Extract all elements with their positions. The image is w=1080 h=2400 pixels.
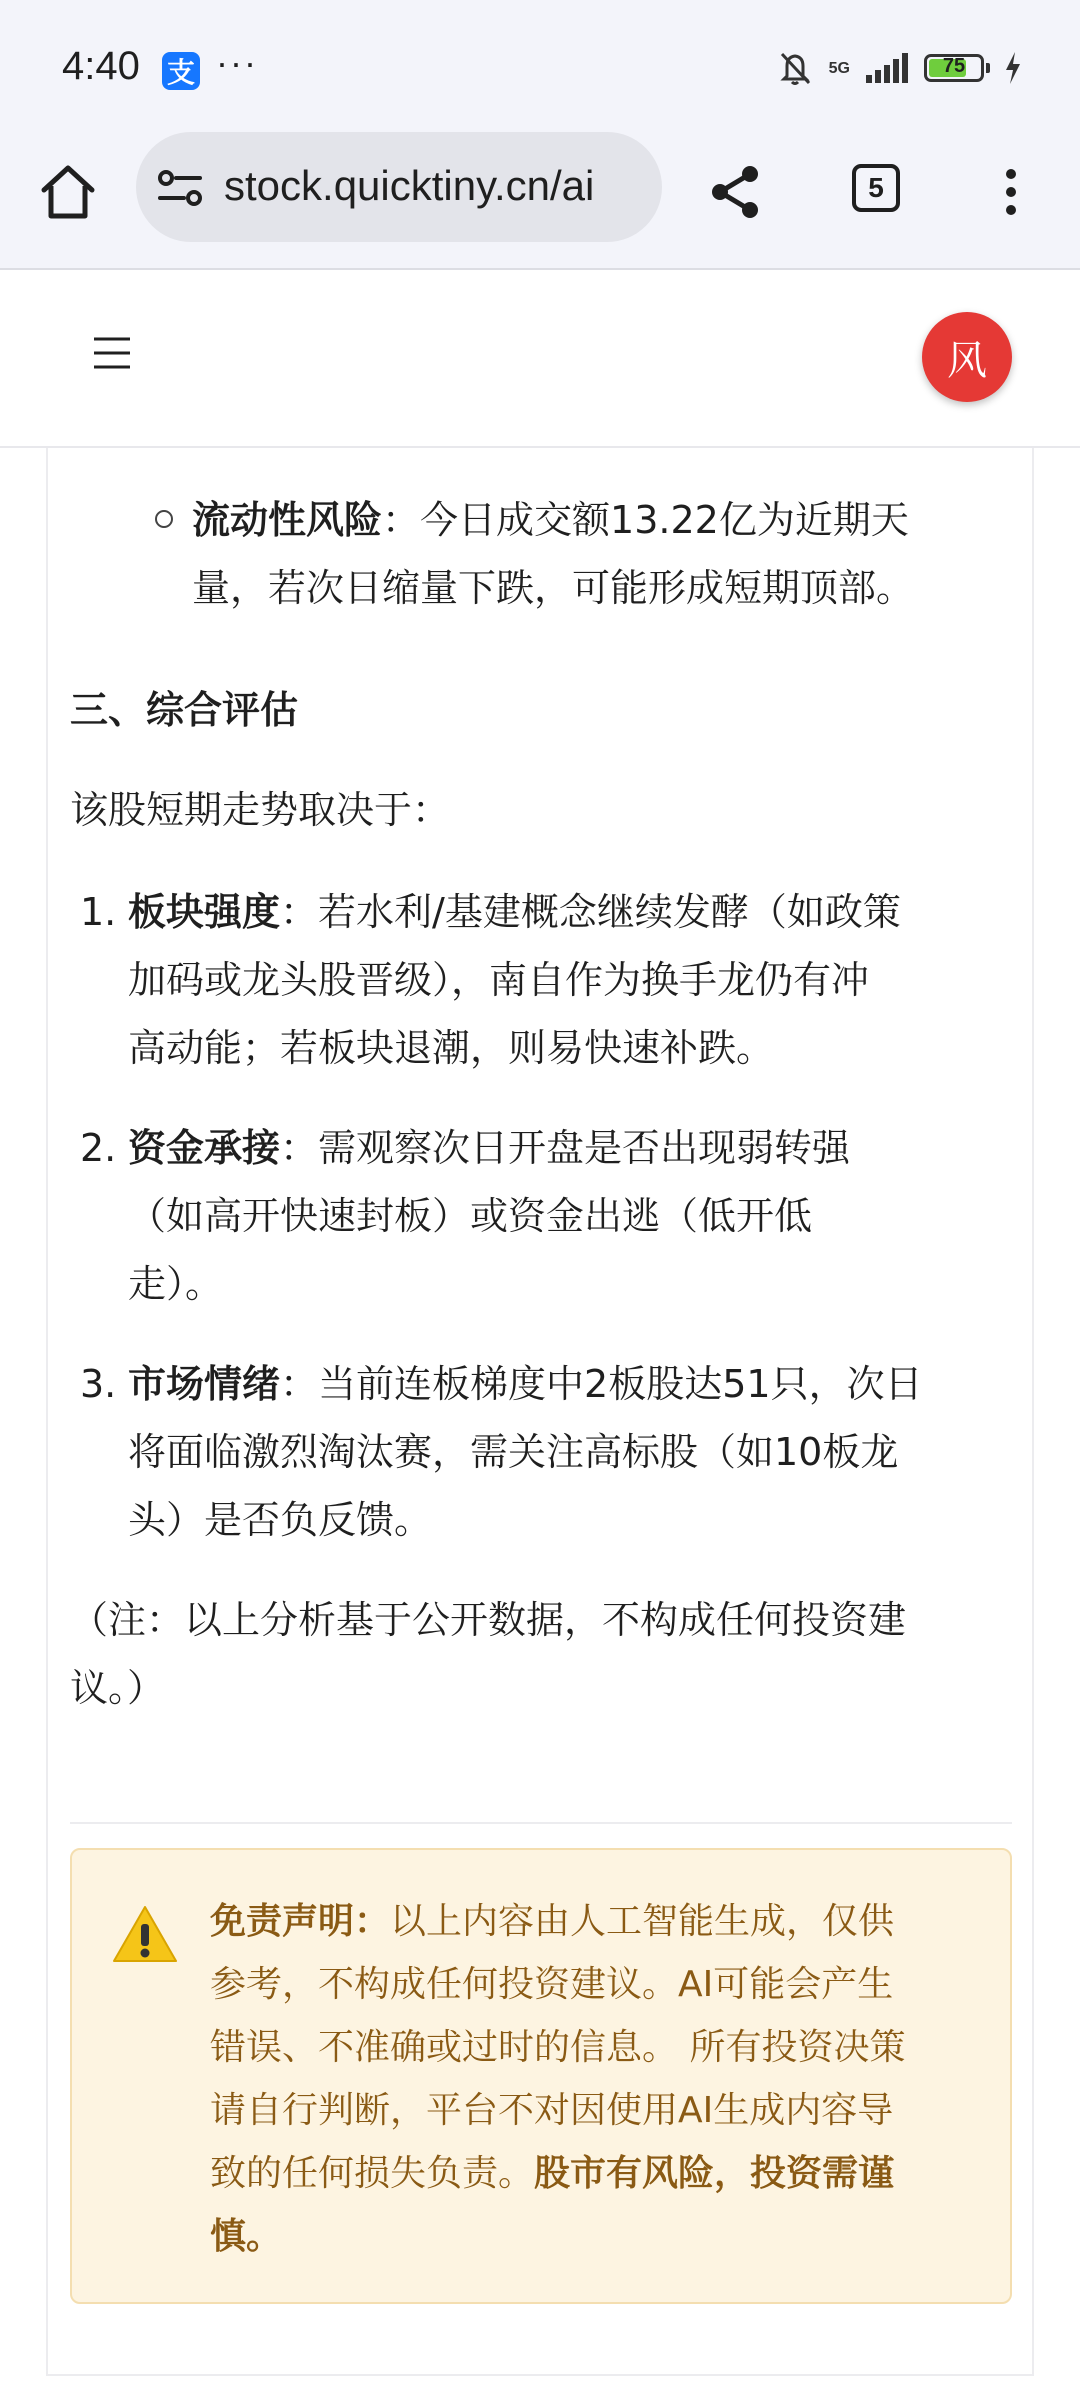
signal-icon <box>864 53 910 83</box>
list-item-number: 3. <box>80 1362 117 1406</box>
list-item-line: 高动能；若板块退潮，则易快速补跌。 <box>128 1026 775 1070</box>
site-settings-icon[interactable] <box>156 166 204 210</box>
list-item-line: 资金承接：需观察次日开盘是否出现弱转强 <box>128 1126 851 1170</box>
note-line1: （注：以上分析基于公开数据，不构成任何投资建 <box>70 1598 907 1642</box>
intro-text: 该股短期走势取决于： <box>70 788 451 832</box>
address-bar[interactable] <box>136 132 662 242</box>
url-text[interactable]: stock.quicktiny.cn/ai <box>224 162 595 209</box>
disclaimer-text: 免责声明：以上内容由人工智能生成，仅供 参考，不构成任何投资建议。AI可能会产生 错误、不准确或过时的信息。 所有投资决策 请自行判断，平台不对因使用AI生成内容导 致的任何损失负责。股市有风险，投资需谨 慎。 <box>210 1901 906 2257</box>
bullet-circle-icon <box>155 510 173 528</box>
battery-icon <box>924 54 984 82</box>
warning-icon <box>112 1904 178 1964</box>
charging-icon <box>1004 52 1022 84</box>
list-item-line: 板块强度：若水利/基建概念继续发酵（如政策 <box>128 890 901 934</box>
battery-tip <box>986 63 990 73</box>
overflow-menu-icon[interactable] <box>996 162 1026 222</box>
status-icons <box>775 48 1022 88</box>
status-time: 4:40 <box>62 44 140 88</box>
user-avatar[interactable]: 风 <box>922 312 1012 402</box>
more-notifications-icon: ··· <box>216 42 258 83</box>
list-item-line: 市场情绪：当前连板梯度中2板股达51只，次日 <box>128 1362 923 1406</box>
disclaimer-box <box>70 1848 1012 2304</box>
liquidity-risk-line1: 流动性风险：今日成交额13.22亿为近期天 <box>192 498 909 542</box>
note-line2: 议。） <box>70 1666 166 1710</box>
network-type: 5G <box>828 59 850 77</box>
liquidity-risk-label: 流动性风险 <box>192 498 383 542</box>
mute-bell-icon <box>775 48 815 88</box>
browser-toolbar <box>0 132 1080 270</box>
disclaimer-label: 免责声明： <box>210 1901 391 1942</box>
divider <box>70 1822 1012 1824</box>
list-item-line: 头）是否负反馈。 <box>128 1498 433 1542</box>
list-item-line: （如高开快速封板）或资金出逃（低开低 <box>128 1194 813 1238</box>
liquidity-risk-line2: 量，若次日缩量下跌，可能形成短期顶部。 <box>192 566 915 610</box>
list-item-line: 将面临激烈淘汰赛，需关注高标股（如10板龙 <box>128 1430 899 1474</box>
list-item-line: 走）。 <box>128 1262 224 1306</box>
tab-switcher-button[interactable]: 5 <box>852 164 900 212</box>
section-heading: 三、综合评估 <box>70 688 299 732</box>
list-item-line: 加码或龙头股晋级），南自作为换手龙仍有冲 <box>128 958 870 1002</box>
battery-level: 75 <box>942 55 966 77</box>
site-header <box>0 270 1080 448</box>
alipay-icon: 支 <box>162 52 200 90</box>
share-icon[interactable] <box>706 162 766 222</box>
list-item-number: 2. <box>80 1126 117 1170</box>
menu-icon[interactable] <box>94 336 130 370</box>
home-icon[interactable] <box>38 162 98 222</box>
status-bar <box>0 0 1080 132</box>
list-item-number: 1. <box>80 890 117 934</box>
